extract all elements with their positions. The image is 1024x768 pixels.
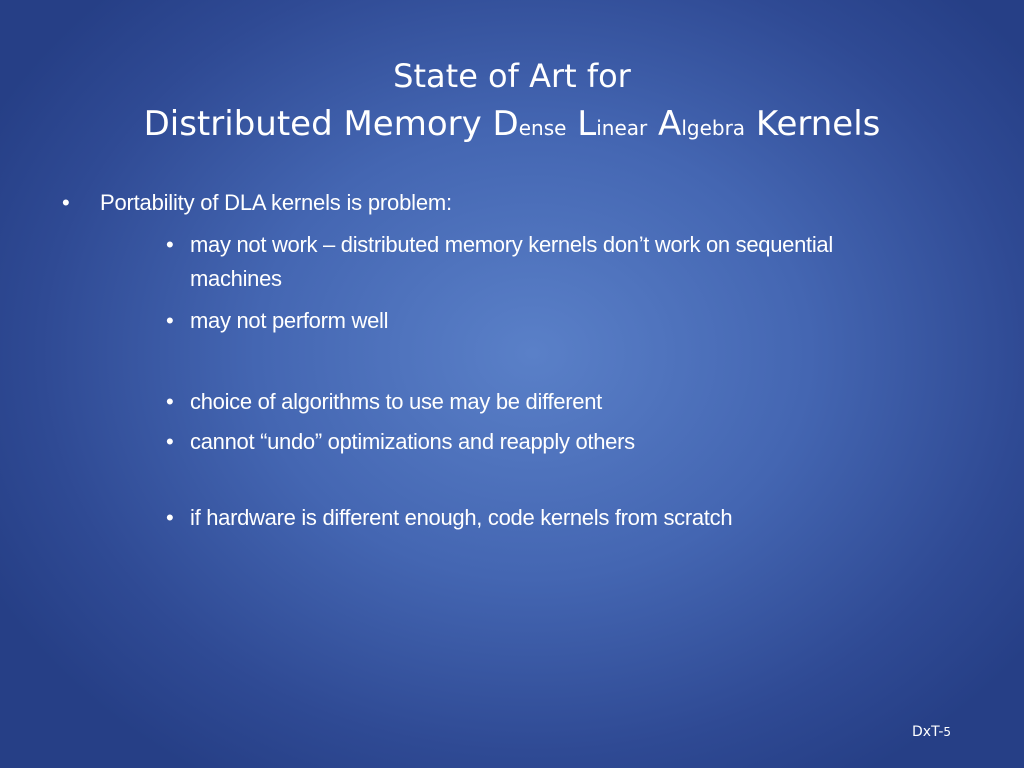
bullet-marker: • <box>166 308 174 333</box>
bullet-marker: • <box>166 389 174 414</box>
bullet-marker: • <box>166 429 174 454</box>
sub-bullet-text: may not work – distributed memory kernels don’t work on sequential machines <box>190 232 833 291</box>
sub-bullet-text: if hardware is different enough, code kernels from scratch <box>190 505 733 530</box>
title-tail: Kernels <box>755 104 881 144</box>
sub-bullet-text: may not perform well <box>190 308 389 333</box>
slide-number <box>912 724 951 740</box>
title-a-big: A <box>658 104 682 144</box>
title-l-big: L <box>577 104 597 144</box>
slide-number-prefix: DxT- <box>912 724 944 740</box>
bullet-marker: • <box>62 190 70 215</box>
title-line-1: State of Art for <box>393 57 631 95</box>
title-d-small: ense <box>518 116 567 140</box>
title-lead: Distributed Memory <box>143 104 493 144</box>
title-a-small: lgebra <box>681 116 746 140</box>
main-bullet-text: Portability of DLA kernels is problem: <box>100 190 452 215</box>
slide-number-value: 5 <box>943 725 952 739</box>
sub-bullet-text: cannot “undo” optimizations and reapply others <box>190 429 635 454</box>
title-d-big: D <box>492 104 519 144</box>
sub-bullet-text: choice of algorithms to use may be different <box>190 389 602 414</box>
title-l-small: inear <box>596 116 648 140</box>
bullet-marker: • <box>166 505 174 530</box>
bullet-marker: • <box>166 232 174 257</box>
